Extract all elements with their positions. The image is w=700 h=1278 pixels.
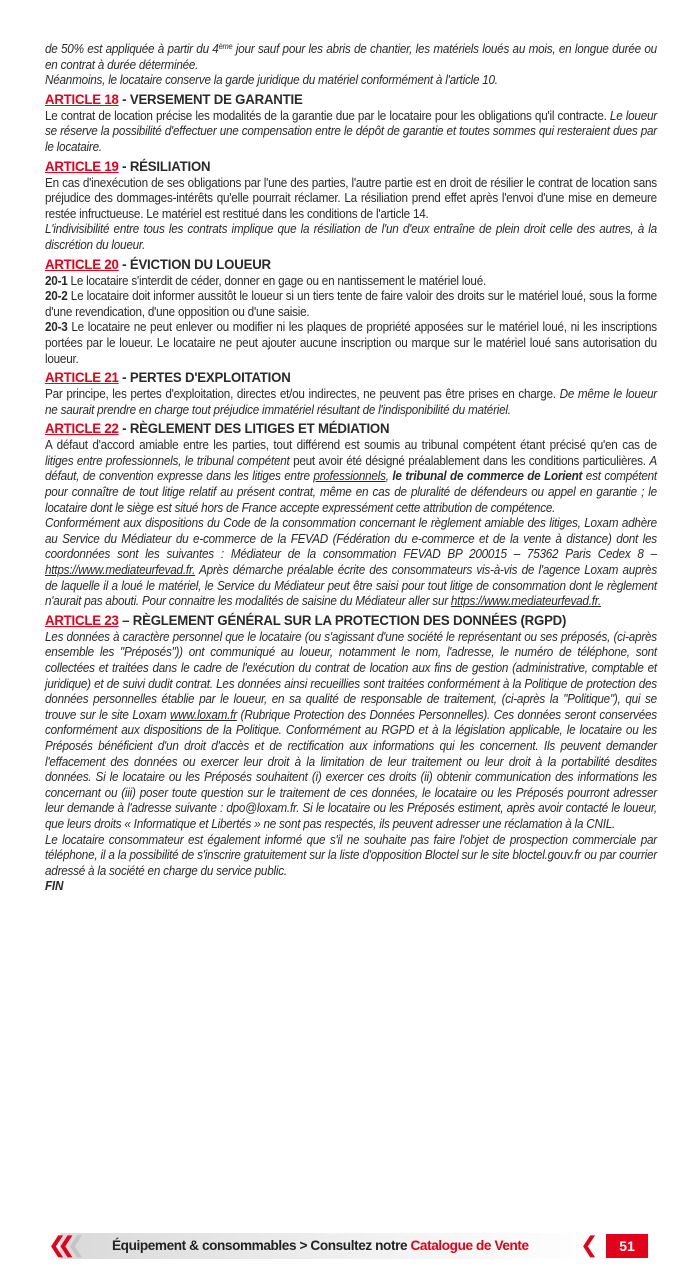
mediateur-link-1[interactable]: https://www.mediateurfevad.fr. bbox=[45, 563, 196, 578]
article-20-item-1: 20-1 Le locataire s'interdit de céder, donner en gage ou en nantissement le matériel loué. bbox=[45, 273, 487, 288]
intro-paragraph-2: Néanmoins, le locataire conserve la garde juridique du matériel conformément à l'article 10. bbox=[45, 73, 498, 88]
chevrons-left-icon: ❮❮❮ bbox=[48, 1233, 77, 1258]
mediateur-link-2[interactable]: https://www.mediateurfevad.fr. bbox=[450, 594, 602, 609]
end-marker: FIN bbox=[45, 879, 64, 894]
article-22-paragraph-2: Conformément aux dispositions du Code de la consommation concernant le règlement amiable des litiges, Loxam adhère au Service du Médiateur du e-commerce de la FEVAD (Fédération du e-commerce et de la vente à distance) dont les coordonnées sont les suivantes : Médiateur de la consommation FEVAD BP 200015 – 75362 Paris Cedex 8 – https://www.mediateurfevad.fr. Après démarche préalable écrite des consommateurs vis-à-vis de l'agence Loxam auprès de laquelle il a loué le matériel, le Service du Médiateur peut être saisi pour tout litige de consommation dont le règlement n'aurait pas abouti. Pour connaitre les modalités de saisine du Médiateur aller sur https://www.mediateurfevad.fr. bbox=[45, 516, 657, 609]
article-19 bbox=[45, 159, 657, 254]
loxam-link[interactable]: www.loxam.fr bbox=[170, 707, 237, 722]
catalogue-link[interactable]: Catalogue de Vente bbox=[410, 1238, 529, 1253]
article-19-heading: ARTICLE 19 - RÉSILIATION bbox=[45, 158, 211, 175]
article-22-paragraph-1: A défaut d'accord amiable entre les parties, tout différend est soumis au tribunal compétent étant précisé qu'en cas de litiges entre professionnels, le tribunal compétent peut avoir été désigné préalablement dans les conditions particulières. A défaut, de convention expresse dans les litiges entre professionnels, le tribunal de commerce de Lorient est compétent pour connaître de tout litige relatif au présent contrat, même en cas de pluralité de défendeurs ou appel en garantie ; le locataire dont le siège est situé hors de France accepte expressément cette attribution de compétence. bbox=[45, 438, 657, 515]
article-20 bbox=[45, 257, 657, 368]
intro-paragraph-1: de 50% est appliquée à partir du 4ème jour sauf pour les abris de chantier, les matériels loués au mois, en longue durée ou en contrat à durée déterminée. bbox=[45, 42, 657, 72]
footer-caption: Équipement & consommables > Consultez notre Catalogue de Vente bbox=[112, 1238, 529, 1253]
page-number: 51 bbox=[606, 1234, 648, 1258]
article-23-paragraph-2: Le locataire consommateur est également informé que s'il ne souhaite pas faire l'objet de prospection commerciale par téléphone, il a la possibilité de s'inscrire gratuitement sur la liste d'opposition Bloctel sur le site bloctel.gouv.fr ou par courrier adressé à la société en charge du service public. bbox=[45, 832, 657, 878]
article-18-heading: ARTICLE 18 - VERSEMENT DE GARANTIE bbox=[45, 91, 303, 108]
article-21-paragraph: Par principe, les pertes d'exploitation, directes et/ou indirectes, ne peuvent pas être prises en charge. De même le loueur ne saurait prendre en charge tout préjudice immatériel résultant de l'indisponibilité du matériel. bbox=[45, 387, 657, 417]
chevron-right-icon: ❮ bbox=[580, 1233, 590, 1258]
article-20-item-3: 20-3 Le locataire ne peut enlever ou modifier ni les plaques de propriété apposées sur le matériel loué, ni les inscriptions portées par le loueur. Le locataire ne peut ajouter aucune inscription ou marque sur le matériel loué sans autorisation du loueur. bbox=[45, 320, 657, 366]
article-23-heading: ARTICLE 23 – RÈGLEMENT GÉNÉRAL SUR LA PROTECTION DES DONNÉES (RGPD) bbox=[45, 612, 567, 629]
article-18-paragraph: Le contrat de location précise les modalités de la garantie due par le locataire pour les obligations qu'il contracte. Le loueur se réserve la possibilité d'effectuer une compensation entre le dépôt de garantie et toutes sommes qui resteraient dues par le locataire. bbox=[45, 108, 657, 154]
article-23-paragraph-1: Les données à caractère personnel que le locataire (ou s'agissant d'une société le représentant ou ses préposés, (ci-après ensemble les "Préposés")) ont communiqué au loueur, notamment le nom, l'adresse, le numéro de téléphone, sont collectées et traitées dans le cadre de l'exécution du contrat de location aux fins de gestion (administrative, comptable et juridique) et de suivi dudit contrat. Les données ainsi recueillies sont traitées conformément à la Politique de protection des données personnelles établie par le loueur, en sa qualité de responsable de traitement, (ci-après la "Politique"), qui se trouve sur le site Loxam www.loxam.fr (Rubrique Protection des Données Personnelles). Ces données seront conservées conformément aux dispositions de la Politique. Conformément au RGPD et à la législation applicable, le locataire ou les Préposés bénéficient d'un droit d'accès et de rectification aux informations qui les concernent. Ils peuvent demander l'effacement des données ou exercer leur droit à la limitation de leur traitement ou leur droit à la portabilité desdites données. Si le locataire ou les Préposés souhaitent (i) exercer ces droits (ii) obtenir communication des informations les concernant ou (iii) poser toute question sur le traitement de ces données, le locataire ou les Préposés pourront adresser leur demande à l'adresse suivante : dpo@loxam.fr. Si le locataire ou les Préposés estiment, après avoir contacté le loueur, que leurs droits « Informatique et Libertés » ne sont pas respectés, ils peuvent adresser une réclamation à la CNIL. bbox=[45, 629, 657, 831]
article-20-heading: ARTICLE 20 - ÉVICTION DU LOUEUR bbox=[45, 256, 271, 273]
article-22-heading: ARTICLE 22 - RÈGLEMENT DES LITIGES ET MÉDIATION bbox=[45, 421, 390, 438]
article-21-heading: ARTICLE 21 - PERTES D'EXPLOITATION bbox=[45, 370, 291, 387]
page-footer bbox=[0, 1222, 700, 1268]
article-20-item-2: 20-2 Le locataire doit informer aussitôt le loueur si un tiers tente de faire valoir des droits sur le matériel loué, sous la forme d'une revendication, d'une opposition ou d'une saisie. bbox=[45, 289, 657, 319]
article-18 bbox=[45, 92, 657, 156]
article-19-paragraph-2: L'indivisibilité entre tous les contrats implique que la résiliation de l'un d'eux entraîne de plein droit celle des autres, à la discrétion du loueur. bbox=[45, 222, 657, 252]
article-22 bbox=[45, 421, 657, 610]
article-21 bbox=[45, 370, 657, 418]
article-23 bbox=[45, 613, 657, 895]
document-body bbox=[45, 42, 657, 895]
article-19-paragraph-1: En cas d'inexécution de ses obligations par l'une des parties, l'autre partie est en droit de résilier le contrat de location sans préjudice des dommages-intérêts qu'elle pourrait réclamer. La résiliation prend effet après l'envoi d'une mise en demeure restée infructueuse. Le matériel est restitué dans les conditions de l'article 14. bbox=[45, 175, 657, 221]
